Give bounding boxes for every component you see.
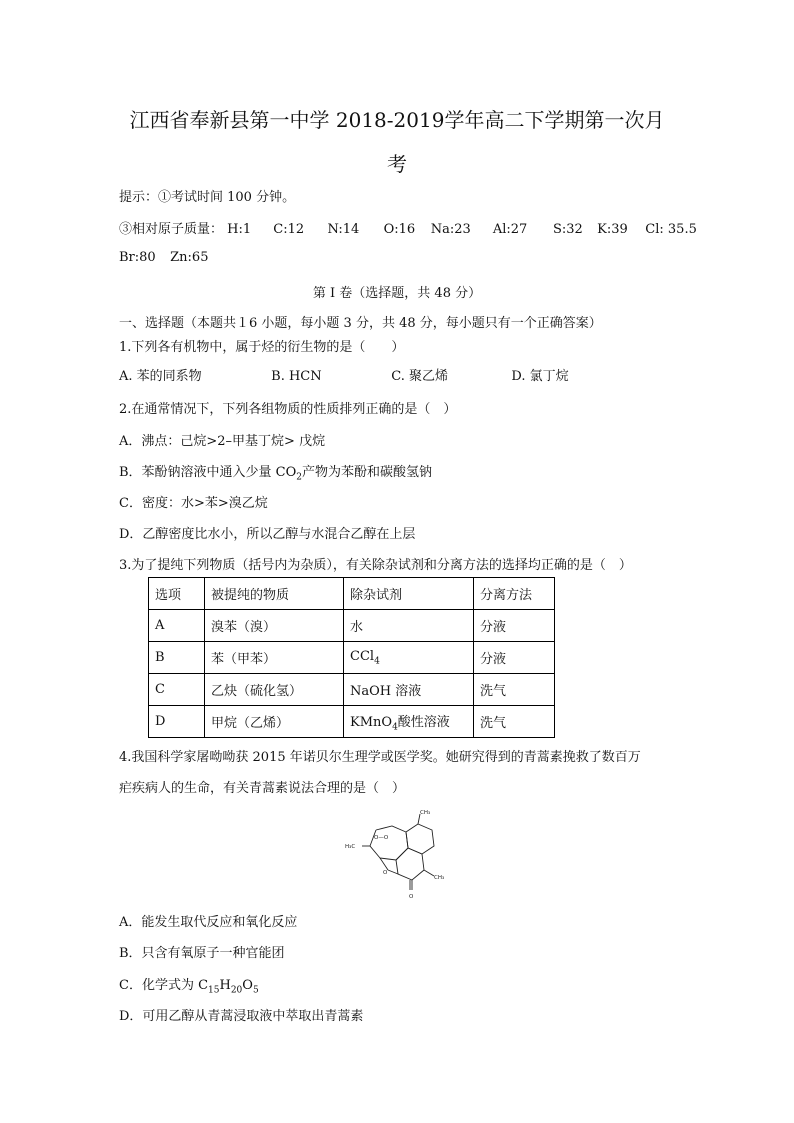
artemisinin-structure [340, 806, 456, 902]
q1-option-b: B. HCN [271, 369, 322, 384]
mass-br: Br:80 [119, 250, 156, 265]
q2-option-c: C．密度：水>苯>溴乙烷 [119, 496, 268, 511]
table-row: D 甲烷（乙烯） KMnO$_4$酸性溶液 洗气 [149, 706, 555, 738]
q2-option-a: A．沸点：己烷>2–甲基丁烷> 戊烷 [119, 434, 326, 449]
part-heading: 一、选择题（本题共１6 小题，每小题 3 分，共 48 分，每小题只有一个正确答案） [119, 316, 602, 331]
q2-stem: 2.在通常情况下，下列各组物质的性质排列正确的是（ ） [119, 402, 457, 417]
table-row: A 溴苯（溴） 水 分液 [149, 610, 555, 642]
mass-o: O:16 [383, 222, 416, 237]
mass-na: Na:23 [430, 222, 471, 237]
tip-time: 提示：①考试时间 100 分钟。 [119, 190, 296, 205]
atomic-mass-label: ③相对原子质量： [119, 222, 224, 237]
header-method: 分离方法 [474, 578, 555, 610]
mol-peroxide: O—O [374, 835, 389, 841]
mass-zn: Zn:65 [170, 250, 209, 265]
q3-table [148, 577, 555, 738]
mass-cl: Cl: 35.5 [645, 222, 697, 237]
title-line-1: 江西省奉新县第一中学 2018-2019学年高二下学期第一次月 [129, 108, 665, 132]
q4-option-d: D．可用乙醇从青蒿浸取液中萃取出青蒿素 [119, 1009, 364, 1024]
mass-al: Al:27 [492, 222, 528, 237]
atomic-mass-line-2 [119, 250, 208, 265]
title-line-2: 考 [387, 152, 407, 176]
mass-k: K:39 [597, 222, 628, 237]
mol-o-ring: O [383, 870, 388, 876]
q2-option-d: D．乙醇密度比水小，所以乙醇与水混合乙醇在上层 [119, 527, 416, 542]
q1-option-d: D. 氯丁烷 [511, 369, 569, 384]
mass-s: S:32 [553, 222, 583, 237]
q4-stem-line-1: 4.我国科学家屠呦呦获 2015 年诺贝尔生理学或医学奖。她研究得到的青蒿素挽救了数百万 [119, 750, 641, 765]
q1-option-a: A. 苯的同系物 [119, 369, 202, 384]
header-substance: 被提纯的物质 [205, 578, 344, 610]
table-header-row [149, 578, 555, 610]
q4-option-c: C．化学式为 $C_{15}H_{20}O_5$ [119, 978, 259, 996]
q1-options [119, 365, 569, 384]
q1-stem: 1.下列各有机物中，属于烃的衍生物的是（ ） [119, 340, 405, 355]
mol-ch3-left: H₃C [345, 844, 356, 850]
q4-option-b: B．只含有氧原子一种官能团 [119, 946, 285, 961]
mol-o-carbonyl: O [409, 894, 414, 900]
q4-stem-line-2: 疟疾病人的生命，有关青蒿素说法合理的是（ ） [119, 781, 406, 796]
mass-h: H:1 [227, 222, 252, 237]
q4-option-a: A．能发生取代反应和氧化反应 [119, 915, 298, 930]
table-row: B 苯（甲苯） CCl$_4$ 分液 [149, 642, 555, 674]
header-reagent: 除杂试剂 [344, 578, 474, 610]
header-option: 选项 [149, 578, 205, 610]
q2-option-b: B．苯酚钠溶液中通入少量 $CO_2$产物为苯酚和碳酸氢钠 [119, 465, 433, 483]
table-row: C 乙炔（硫化氢） NaOH 溶液 洗气 [149, 674, 555, 706]
mass-c: C:12 [273, 222, 305, 237]
q3-stem: 3.为了提纯下列物质（括号内为杂质），有关除杂试剂和分离方法的选择均正确的是（ ） [119, 558, 632, 573]
section-title: 第 I 卷（选择题，共 48 分） [312, 286, 482, 301]
mol-ch3-top: CH₃ [420, 810, 431, 816]
mass-n: N:14 [327, 222, 360, 237]
atomic-mass-line [119, 218, 697, 237]
q1-option-c: C. 聚乙烯 [391, 369, 449, 384]
mol-ch3-right: CH₃ [434, 875, 445, 881]
